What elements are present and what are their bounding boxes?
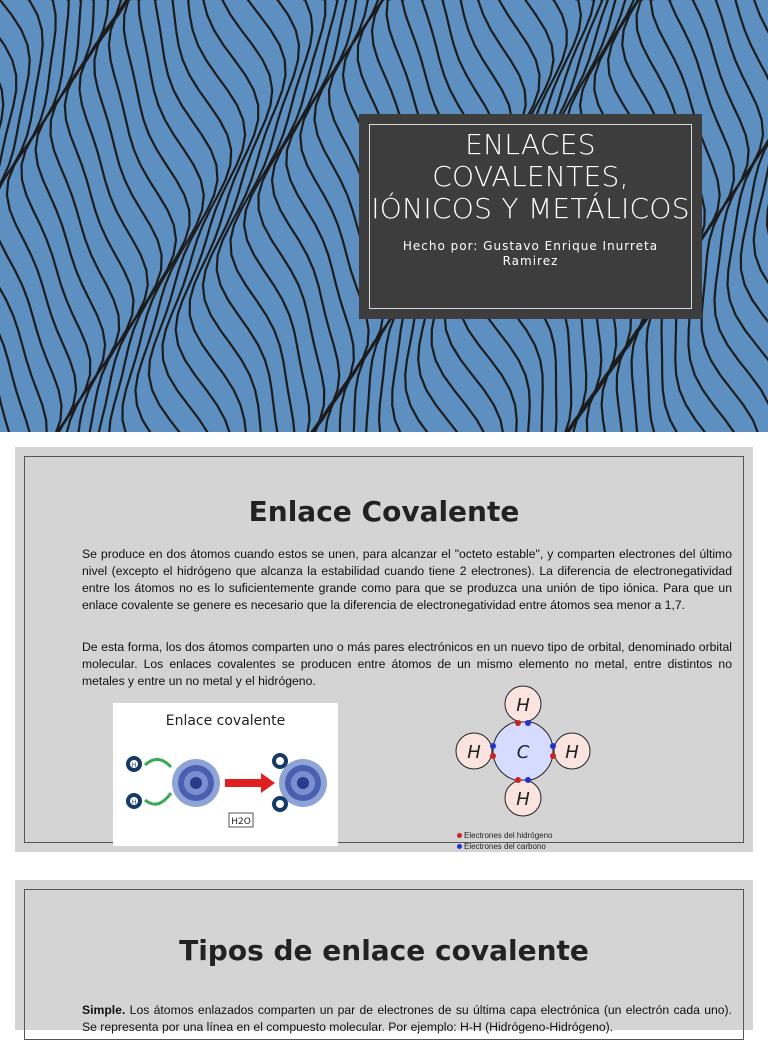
paragraph-simple (82, 1002, 732, 1036)
oxygen-atom-left (172, 759, 220, 807)
cover-slide (0, 0, 768, 432)
hydrogen-label-left: H (467, 742, 481, 763)
legend-item-carbon: Electrones del carbono (457, 841, 553, 852)
hydrogen-label-bottom: H (516, 789, 530, 810)
slide-title: Tipos de enlace covalente (179, 934, 589, 967)
green-arrow-top (145, 759, 171, 767)
slide-tipos-enlace (15, 880, 753, 1034)
hydrogen-atom-bottom-left (126, 793, 142, 809)
green-arrow-bottom (145, 793, 171, 804)
covalent-bond-illustration (113, 703, 338, 846)
figure-caption: Enlace covalente (165, 713, 286, 729)
cover-title-frame (369, 124, 692, 309)
svg-text:H: H (131, 762, 137, 769)
methane-lewis-diagram (453, 685, 593, 825)
term-simple: Simple. (82, 1003, 126, 1017)
hydrogen-label-right: H (565, 742, 579, 763)
water-molecule (272, 753, 327, 812)
cover-title: ENLACES COVALENTES, IÓNICOS Y METÁLICOS (371, 128, 690, 225)
slide-frame (24, 456, 744, 851)
figure-enlace-covalente (113, 703, 338, 846)
red-dot-icon (457, 833, 462, 838)
cover-author: Hecho por: Gustavo Enrique Inurreta Ramirez (402, 239, 659, 268)
blue-dot-icon (457, 844, 462, 849)
hydrogen-label-top: H (516, 695, 530, 716)
term-simple-description: Los átomos enlazados comparten un par de electrones de su última capa electrónica (un electrón cada uno). Se representa por una línea en el compuesto molecular. Por ejemplo: H-H (Hidrógeno-Hidrógeno). (82, 1003, 732, 1034)
slide-title: Enlace Covalente (248, 495, 520, 528)
paragraph-definition: Se produce en dos átomos cuando estos se unen, para alcanzar el "octeto estable", y comparten electrones del último nivel (excepto el hidrógeno que alcanza la estabilidad cuando tiene 2 electrones). La diferencia de electronegatividad entre los átomos no es lo suficientemente grande como para que se produzca una unión de tipo iónica. Para que un enlace covalente se genere es necesario que la diferencia de electronegatividad entre átomos sea menor a 1,7. (82, 547, 732, 612)
paragraph-orbital: De esta forma, los dos átomos comparten uno o más pares electrónicos en un nuevo tipo de orbital, denominado orbital molecular. Los enlaces covalentes se producen entre átomos de un mismo elemento no metal, entre distintos no metales y entre un no metal y el hidrógeno. (82, 640, 732, 688)
svg-text:H: H (131, 799, 137, 806)
water-label: H2O (231, 817, 251, 827)
cover-title-box (359, 114, 702, 319)
slide-enlace-covalente (15, 447, 753, 852)
electron-legend (457, 830, 553, 852)
carbon-label: C (516, 742, 530, 763)
hydrogen-atom-top-left (126, 756, 142, 772)
legend-item-hydrogen: Electrones del hidrógeno (457, 830, 553, 841)
slide-frame (24, 889, 744, 1040)
